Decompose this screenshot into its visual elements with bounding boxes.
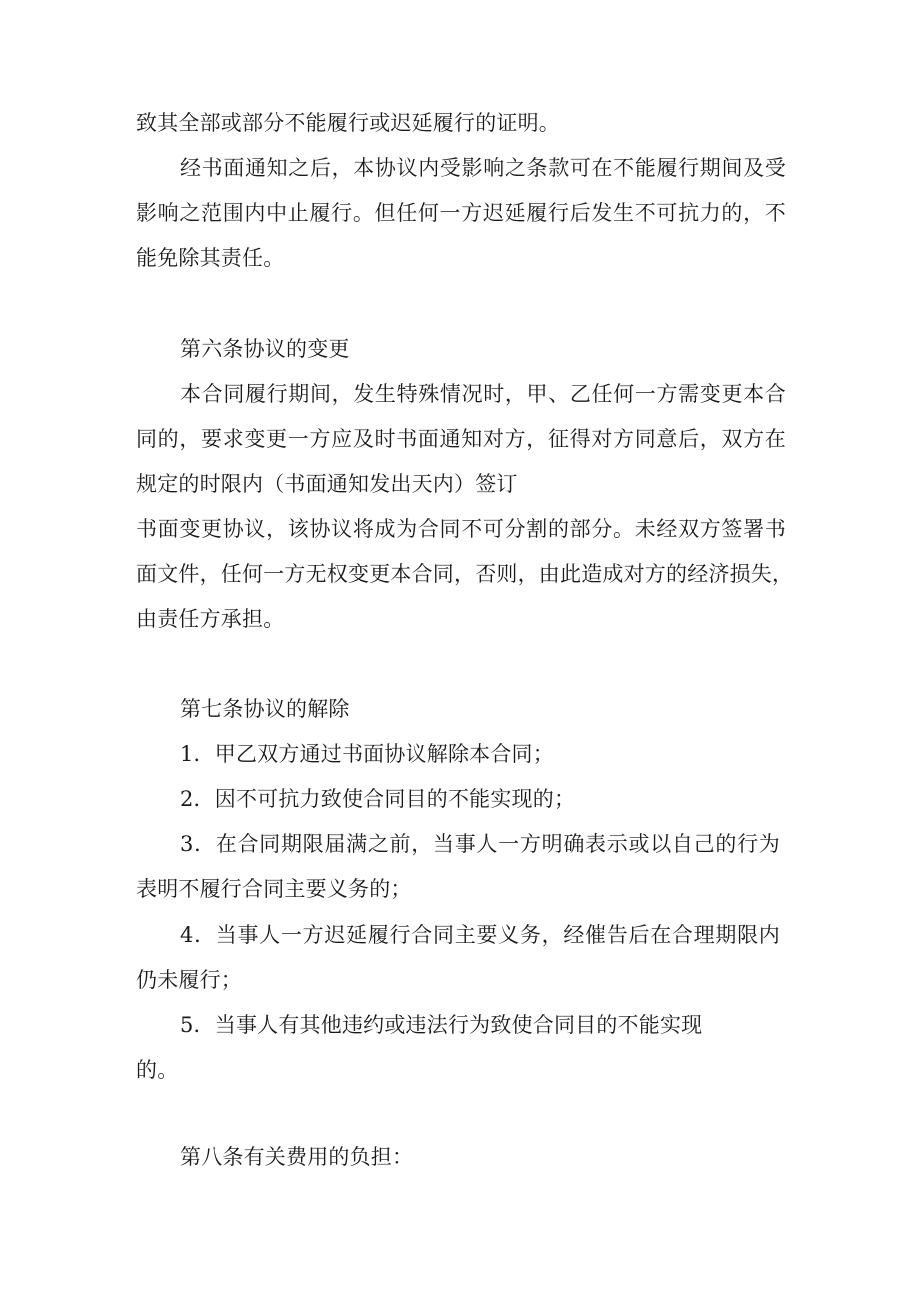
paragraph-line: 规定的时限内（书面通知发出天内）签订 (136, 472, 518, 496)
paragraph-line: 由责任方承担。 (136, 607, 285, 631)
list-item: 3．在合同期限届满之前，当事人一方明确表示或以自己的行为 (180, 832, 780, 856)
paragraph-line: 书面变更协议，该协议将成为合同不可分割的部分。未经双方签署书 (136, 517, 786, 541)
article-heading-8: 第八条有关费用的负担： (180, 1145, 414, 1169)
paragraph-line: 经书面通知之后，本协议内受影响之条款可在不能履行期间及受 (180, 156, 786, 180)
article-heading-6: 第六条协议的变更 (180, 337, 350, 361)
paragraph-line: 致其全部或部分不能履行或迟延履行的证明。 (136, 111, 560, 135)
paragraph-line: 的。 (136, 1058, 179, 1082)
paragraph-line: 表明不履行合同主要义务的； (136, 877, 412, 901)
paragraph-line: 能免除其责任。 (136, 246, 285, 270)
paragraph-line: 本合同履行期间，发生特殊情况时，甲、乙任何一方需变更本合 (180, 382, 786, 406)
list-item: 5．当事人有其他违约或违法行为致使合同目的不能实现 (180, 1013, 703, 1037)
paragraph-line: 面文件，任何一方无权变更本合同，否则，由此造成对方的经济损失， (136, 562, 794, 586)
list-item: 4．当事人一方迟延履行合同主要义务，经催告后在合理期限内 (180, 923, 780, 947)
list-item: 2．因不可抗力致使合同目的不能实现的； (180, 787, 576, 811)
paragraph-line: 同的，要求变更一方应及时书面通知对方，征得对方同意后，双方在 (136, 427, 786, 451)
list-item: 1．甲乙双方通过书面协议解除本合同； (180, 742, 554, 766)
paragraph-line: 仍未履行； (136, 968, 242, 992)
article-heading-7: 第七条协议的解除 (180, 697, 350, 721)
paragraph-line: 影响之范围内中止履行。但任何一方迟延履行后发生不可抗力的，不 (136, 201, 786, 225)
